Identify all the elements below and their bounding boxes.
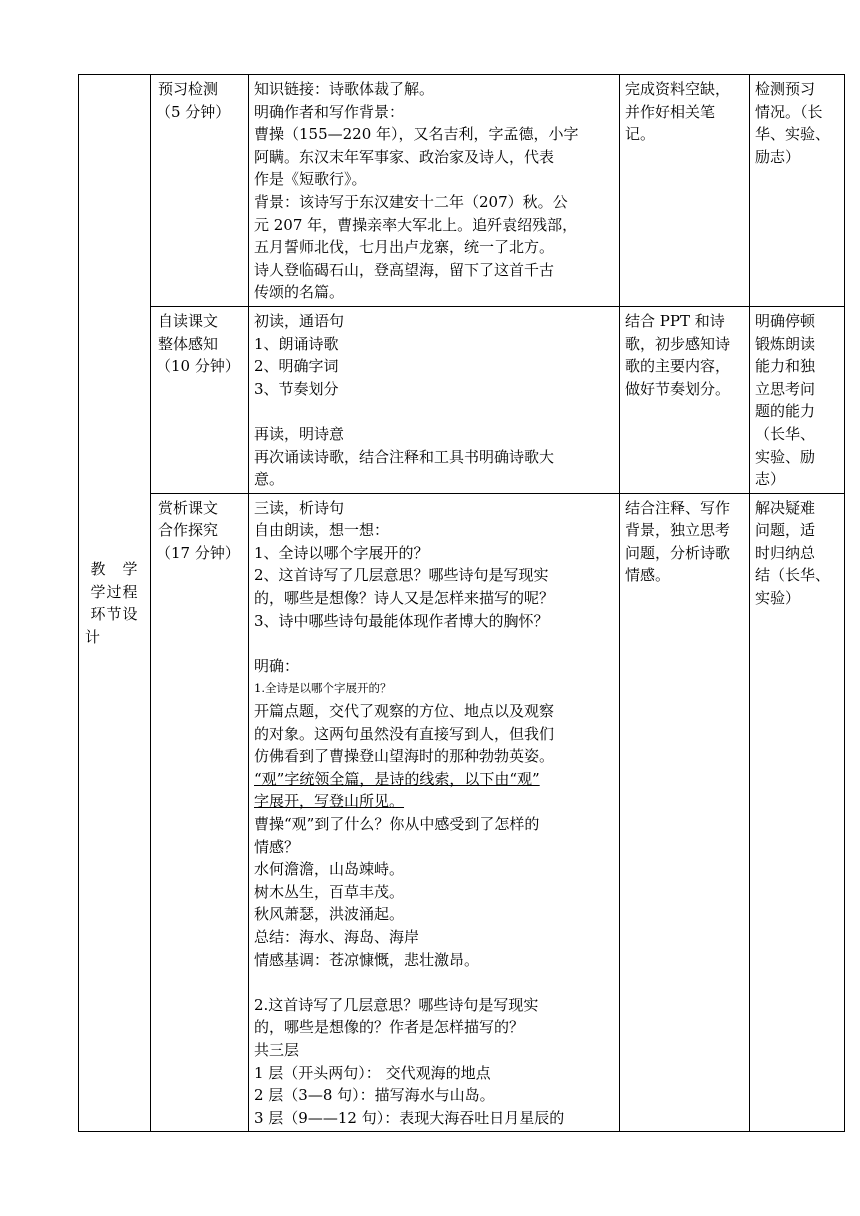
content-line: 情感？ (254, 837, 300, 856)
section-label-cell (79, 75, 151, 1132)
step-name-line: 自读课文 (158, 311, 219, 330)
step-name-cell (151, 306, 249, 493)
step-time-line: （5 分钟） (156, 102, 231, 121)
design-intent-line: 情况。（长 (755, 102, 823, 121)
design-intent-line: 题的能力 (755, 402, 816, 421)
content-line: 的，哪些是想像的？作者是怎样描写的？ (254, 1018, 525, 1037)
student-activity-cell (620, 75, 750, 307)
content-line: 的，哪些是想像？诗人又是怎样来描写的呢？ (254, 589, 555, 608)
design-intent-line: 励志） (755, 147, 801, 166)
step-name-cell (151, 75, 249, 307)
lesson-plan-table (78, 74, 845, 1132)
content-line: 2.这首诗写了几层意思？哪些诗句是写现实 (254, 995, 539, 1014)
content-line: 2 层（3—8 句）：描写海水与山岛。 (254, 1086, 495, 1105)
content-line: 总结：海水、海岛、海岸 (254, 927, 420, 946)
student-activity-line: 记。 (625, 125, 656, 144)
design-intent-line: 时归纳总 (755, 543, 816, 562)
section-label-line: 环节设 (90, 605, 139, 624)
student-activity-cell (620, 306, 750, 493)
design-intent-line: 志） (755, 470, 786, 489)
content-line: 知识链接：诗歌体裁了解。 (254, 80, 435, 98)
content-line: 1 层（开头两句）： 交代观海的地点 (254, 1063, 491, 1082)
design-intent-line: 实验、励 (755, 447, 816, 466)
content-cell (249, 306, 620, 493)
table-row-preview-check (79, 75, 845, 307)
student-activity-line: 完成资料空缺， (625, 80, 731, 98)
step-time-line: （10 分钟） (156, 357, 240, 376)
content-line: 再读，明诗意 (254, 424, 345, 443)
step-name-line: 赏析课文 (158, 498, 219, 517)
content-line: 1、全诗以哪个字展开的？ (254, 543, 429, 562)
content-line: 秋风萧瑟，洪波涌起。 (254, 905, 405, 924)
content-cell (249, 75, 620, 307)
design-intent-line: 华、实验、 (755, 125, 831, 144)
content-line: 1、朗诵诗歌 (254, 334, 339, 353)
content-line: 自由朗读，想一想： (254, 521, 390, 540)
content-line: 元 207 年，曹操亲率大军北上。追歼袁绍残部， (254, 215, 578, 234)
content-line: 共三层 (254, 1040, 300, 1059)
student-activity-line: 问题，分析诗歌 (625, 543, 731, 562)
content-line: 情感基调：苍凉慷慨，悲壮激昂。 (254, 950, 480, 969)
step-name-cell (151, 493, 249, 1132)
content-line: 3、诗中哪些诗句最能体现作者博大的胸怀？ (254, 611, 549, 630)
student-activity-line: 歌的主要内容， (625, 357, 731, 376)
content-line: 再次诵读诗歌，结合注释和工具书明确诗歌大 (254, 447, 555, 466)
design-intent-cell (750, 75, 845, 307)
design-intent-line: 明确停顿 (755, 311, 816, 330)
content-line: 水何澹澹，山岛竦峙。 (254, 860, 405, 879)
design-intent-line: 能力和独 (755, 357, 816, 376)
content-line: 开篇点题，交代了观察的方位、地点以及观察 (254, 702, 555, 721)
underlined-content-line: 字展开，写登山所见。 (254, 792, 405, 811)
content-line: 曹操“观”到了什么？你从中感受到了怎样的 (254, 815, 540, 833)
design-intent-line: 问题，适 (755, 521, 816, 540)
content-line: 树木丛生，百草丰茂。 (254, 882, 405, 901)
student-activity-line: 背景，独立思考 (625, 521, 731, 540)
design-intent-line: 解决疑难 (755, 498, 816, 517)
content-line: 明确作者和写作背景： (254, 102, 405, 121)
design-intent-line: 检测预习 (755, 80, 816, 98)
content-line: 阿瞒。东汉末年军事家、政治家及诗人，代表 (254, 147, 555, 166)
content-line: 3 层（9——12 句）：表现大海吞吐日月星辰的 (254, 1108, 565, 1127)
content-line: 诗人登临碣石山，登高望海，留下了这首千古 (254, 260, 555, 279)
section-label-line: 学过程 (90, 582, 139, 601)
student-activity-line: 结合 PPT 和诗 (625, 311, 725, 330)
table-row-appreciation (79, 493, 845, 1132)
content-line: 明确： (254, 656, 300, 675)
design-intent-line: 锻炼朗读 (755, 334, 816, 353)
design-intent-line: （长华、 (755, 424, 816, 443)
step-time-line: （17 分钟） (156, 543, 240, 562)
content-line: 五月誓师北伐，七月出卢龙寨，统一了北方。 (254, 238, 555, 257)
section-label-line: 计 (85, 627, 102, 646)
content-line: 2、这首诗写了几层意思？哪些诗句是写现实 (254, 566, 549, 585)
student-activity-cell (620, 493, 750, 1132)
content-line: 的对象。这两句虽然没有直接写到人，但我们 (254, 724, 555, 743)
section-label-line: 教 学 (90, 559, 139, 578)
student-activity-line: 做好节奏划分。 (625, 379, 731, 398)
content-line: 背景：该诗写于东汉建安十二年（207）秋。公 (254, 192, 568, 211)
content-line (254, 971, 614, 994)
content-line: 3、节奏划分 (254, 379, 339, 398)
design-intent-line: 立思考问 (755, 379, 816, 398)
student-activity-line: 歌，初步感知诗 (625, 334, 731, 353)
content-line: 作是《短歌行》。 (254, 170, 367, 189)
content-line (254, 632, 614, 655)
content-line: 三读，析诗句 (254, 498, 345, 517)
step-name-line: 合作探究 (158, 521, 219, 540)
content-line: 曹操（155—220 年），又名吉利，字孟德，小字 (254, 125, 579, 144)
step-name-line: 整体感知 (158, 334, 219, 353)
design-intent-cell (750, 306, 845, 493)
design-intent-line: 实验） (755, 589, 801, 608)
design-intent-cell (750, 493, 845, 1132)
content-line (254, 400, 614, 423)
underlined-content-line: “观”字统领全篇，是诗的线索，以下由“观” (254, 769, 540, 788)
content-line: 初读，通语句 (254, 311, 345, 330)
design-intent-line: 结（长华、 (755, 566, 831, 585)
student-activity-line: 结合注释、写作 (625, 498, 731, 517)
content-cell (249, 493, 620, 1132)
step-name-line: 预习检测 (158, 80, 219, 98)
content-line: 传颂的名篇。 (254, 283, 345, 302)
content-line: 仿佛看到了曹操登山望海时的那种勃勃英姿。 (254, 747, 555, 766)
student-activity-line: 并作好相关笔 (625, 102, 716, 121)
student-activity-line: 情感。 (625, 566, 671, 585)
table-row-self-reading (79, 306, 845, 493)
content-line: 1.全诗是以哪个字展开的？ (254, 681, 392, 696)
content-line: 意。 (254, 470, 285, 489)
content-line: 2、明确字词 (254, 357, 339, 376)
